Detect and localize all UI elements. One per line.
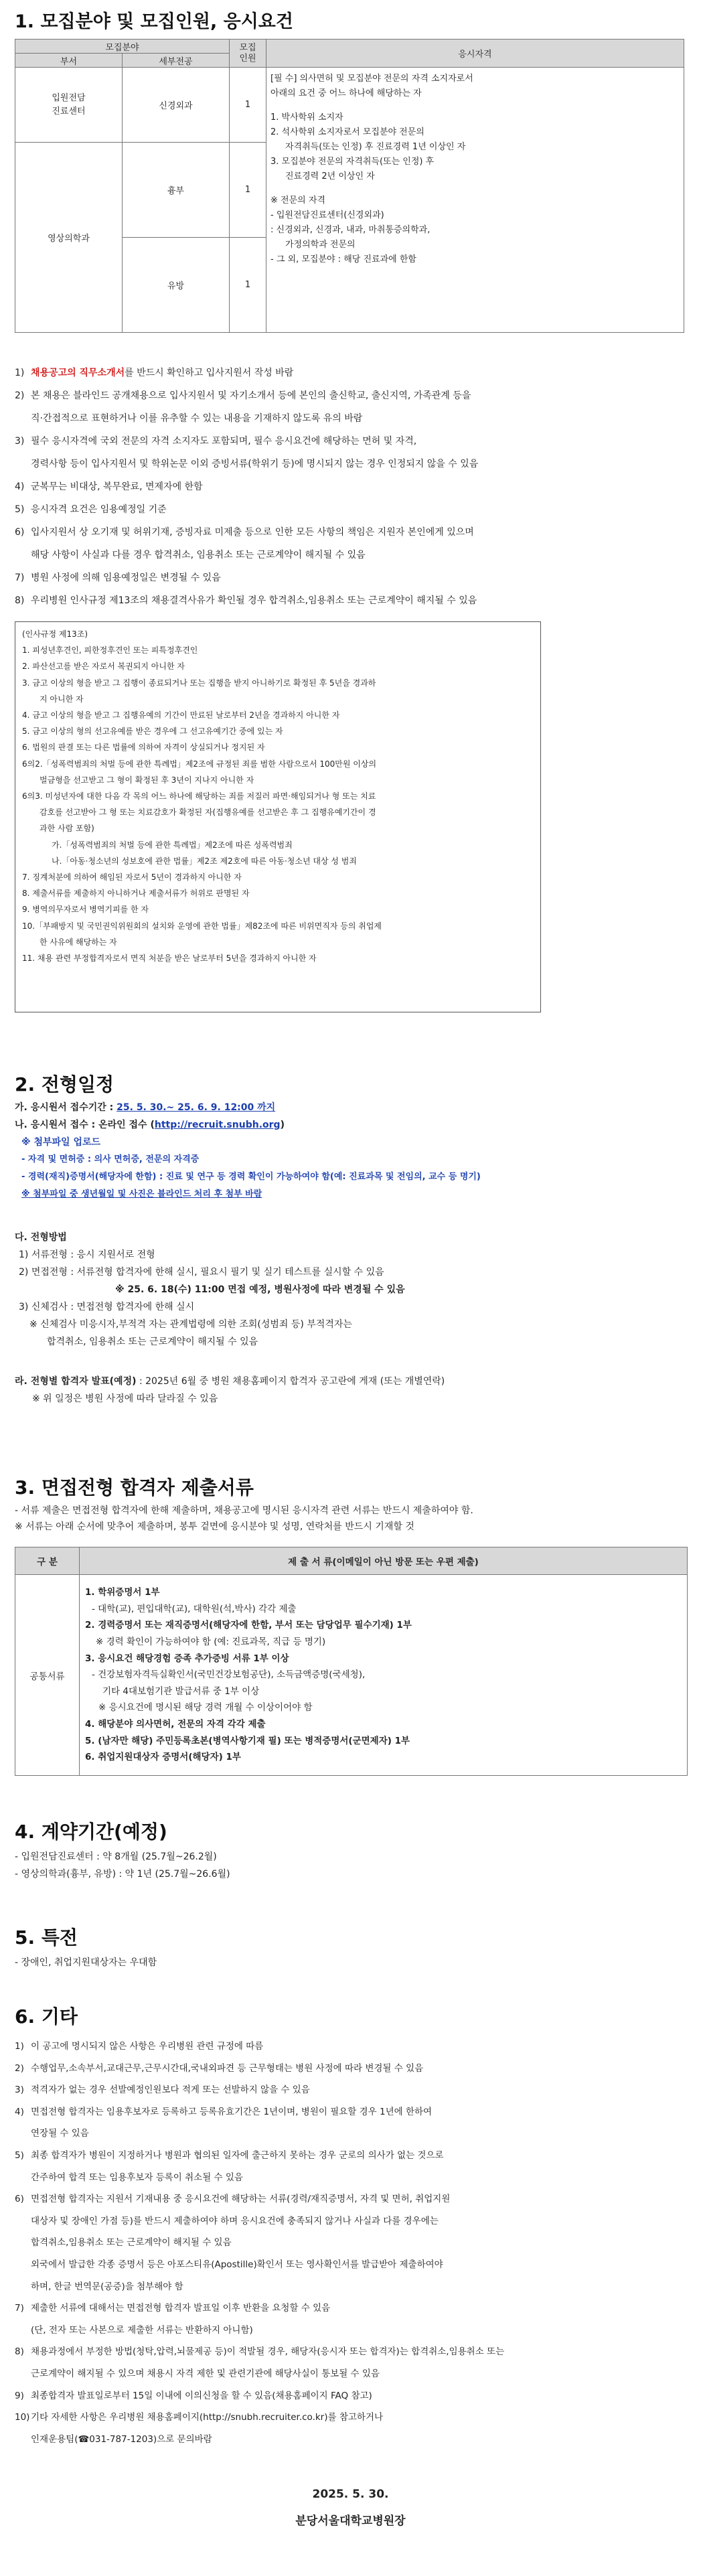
disqualification-box bbox=[15, 621, 541, 1012]
th-field: 모집분야 bbox=[15, 40, 230, 54]
misc-item: 간주하여 합격 또는 임용후보자 등록이 취소될 수 있음 bbox=[31, 2172, 243, 2183]
benefits: - 장애인, 취업지원대상자는 우대함 bbox=[15, 1957, 157, 1968]
misc-item: 9) 최종합격자 발표일로부터 15일 이내에 이의신청을 할 수 있음(채용홈페이지 FAQ 참고) bbox=[15, 2390, 372, 2401]
box-line: (인사규정 제13조) bbox=[22, 629, 88, 639]
note-item: 7) 병원 사정에 의해 임용예정일은 변경될 수 있음 bbox=[15, 573, 221, 583]
box-line: 가.「성폭력범죄의 처벌 등에 관한 특례법」제2조에 따른 성폭력범죄 bbox=[52, 840, 293, 850]
selection-method: 다. 전형방법 1) 서류전형 : 응시 지원서로 전형 2) 면접전형 : 서류전형 합격자에 한해 실시, 필요시 필기 및 실기 테스트를 실시할 수 있음 ※ 25. 6. 18(수) 11:00 면접 예정, 병원사정에 따라 변경될 수 있음 3) 신체검사 : 면접전형 합격자에 한해 실시 ※ 신체검사 미응시자,부적격 자는 관계법령에 의한 조회(성범죄 등) 부적격자는 합격취소, 임용취소 또는 근로계약이 해지될 수 있음 bbox=[15, 1232, 405, 1347]
misc-item: 연장될 수 있음 bbox=[31, 2128, 89, 2139]
box-line: 5. 금고 이상의 형의 선고유예를 받은 경우에 그 선고유예기간 중에 있는 자 bbox=[22, 727, 283, 737]
schedule-block: 가. 응시원서 접수기간 : 25. 5. 30.~ 25. 6. 9. 12:00 까지 나. 응시원서 접수 : 온라인 접수 (http://recruit.snubh.org) ※ 첨부파일 업로드 - 자격 및 면허증 : 의사 면허증, 전문의 자격증 - 경력(재직)증명서(해당자에 한함) : 진료 및 연구 등 경력 확인이 가능하여야 함(예: 진료과목 및 전임의, 교수 등 명기) ※ 첨부파일 중 생년월일 및 사진은 블라인드 처리 후 첨부 바람 bbox=[15, 1102, 481, 1199]
box-line: 8. 제출서류를 제출하지 아니하거나 제출서류가 허위로 판명된 자 bbox=[22, 889, 250, 899]
qual-line: 자격취득(또는 인정) 후 진료경력 1년 이상인 자 bbox=[285, 142, 466, 152]
section-6-title: 6. 기타 bbox=[15, 2005, 78, 2028]
row3-spec: 유방 bbox=[123, 238, 230, 333]
box-line: 7. 징계처분에 의하여 해임된 자로서 5년이 경과하지 아니한 자 bbox=[22, 873, 242, 883]
note-item: 5) 응시자격 요건은 임용예정일 기준 bbox=[15, 504, 167, 515]
misc-item: 합격취소,임용취소 또는 근로계약이 해지될 수 있음 bbox=[31, 2237, 232, 2249]
qual-line: ※ 전문의 자격 bbox=[270, 196, 325, 206]
recruit-link[interactable]: http://recruit.snubh.org bbox=[154, 1120, 281, 1130]
section-5-title: 5. 특전 bbox=[15, 1926, 78, 1949]
misc-item: 6) 면접전형 합격자는 지원서 기재내용 중 응시요건에 해당하는 서류(경력/재직증명서, 자격 및 면허, 취업지원 bbox=[15, 2194, 451, 2205]
misc-item: 2) 수행업무,소속부서,교대근무,근무시간대,국내외파견 등 근무형태는 병원 사정에 따라 변경될 수 있음 bbox=[15, 2062, 424, 2074]
box-line: 11. 채용 관련 부정합격자로서 면직 처분을 받은 날로부터 5년을 경과하지 아니한 자 bbox=[22, 954, 317, 964]
qual-line: 아래의 요건 중 어느 하나에 해당하는 자 bbox=[270, 88, 422, 98]
note-item: 해당 사항이 사실과 다를 경우 합격취소, 임용취소 또는 근로계약이 해지될 수 있음 bbox=[31, 550, 366, 560]
docs-list: 1. 학위증명서 1부 - 대학(교), 편입대학(교), 대학원(석,박사) 각각 제출 2. 경력증명서 또는 재직증명서(해당자에 한함, 부서 또는 담당업무 필수기재) 1부 ※ 경력 확인이 가능하여야 함 (예: 진료과목, 직급 등 명기) 3. 응시요건 해당경험 증족 추가증빙 서류 1부 이상 - 건강보험자격득실확인서(국민건강보험공단), 소득금액증명(국세청), 기타 4대보험기관 발급서류 중 1부 이상 ※ 응시요건에 명시된 해당 경력 개월 수 이상이어야 함 4. 해당분야 의사면허, 전문의 자격 각각 제출 5. (남자만 해당) 주민등록초본(병역사항기재 필) 또는 병적증명서(군면제자) 1부 6. 취업지원대상자 증명서(해당자) 1부 bbox=[80, 1575, 688, 1776]
misc-item: 1) 이 공고에 명시되지 않은 사항은 우리병원 관련 규정에 따름 bbox=[15, 2041, 264, 2052]
qual-line: 2. 석사학위 소지자로서 모집분야 전문의 bbox=[270, 127, 424, 137]
docs-table bbox=[15, 1547, 688, 1776]
misc-item: 근로계약이 해지될 수 있으며 채용시 자격 제한 및 관련기관에 해당사실이 통보될 수 있음 bbox=[31, 2368, 380, 2379]
box-line: 3. 금고 이상의 형을 받고 그 집행이 종료되거나 또는 집행을 받지 아니하기로 확정된 후 5년을 경과하 bbox=[22, 678, 376, 688]
misc-item: 8) 채용과정에서 부정한 방법(청탁,압력,뇌물제공 등)이 적발될 경우, 해당자(응시자 또는 합격자)는 합격취소,임용취소 또는 bbox=[15, 2346, 505, 2358]
note-item: 직·간접적으로 표현하거나 이를 유추할 수 있는 내용을 기재하지 않도록 유의 바람 bbox=[31, 413, 363, 424]
note-item: 4) 군복무는 비대상, 복무완료, 면제자에 한함 bbox=[15, 481, 203, 492]
note-item: 경력사항 등이 입사지원서 및 학위논문 이외 증빙서류(학위기 등)에 명시되지 않는 경우 인정되지 않을 수 있음 bbox=[31, 459, 479, 469]
row1-dept: 입원전담 진료센터 bbox=[15, 68, 123, 143]
box-line: 9. 병역의무자로서 병역기피를 한 자 bbox=[22, 905, 149, 915]
row3-count: 1 bbox=[230, 238, 266, 333]
section-3-title: 3. 면접전형 합격자 제출서류 bbox=[15, 1476, 254, 1499]
qual-line: [필 수] 의사면허 및 모집분야 전문의 자격 소지자로서 bbox=[270, 74, 473, 84]
box-line: 6의2.「성폭력범죄의 처벌 등에 관한 특례법」제2조에 규정된 죄를 범한 사람으로서 100만원 이상의 bbox=[22, 759, 377, 769]
row2-dept: 영상의학과 bbox=[15, 143, 123, 333]
th-qualification: 응시자격 bbox=[266, 40, 684, 68]
box-line: 지 아니한 자 bbox=[40, 694, 84, 704]
qual-line: - 그 외, 모집분야 : 해당 진료과에 한함 bbox=[270, 254, 416, 264]
misc-item: (단, 전자 또는 사본으로 제출한 서류는 반환하지 아니함) bbox=[31, 2324, 253, 2336]
box-line: 감호를 선고받아 그 형 또는 치료감호가 확정된 자(집행유예를 선고받은 후 그 집행유예기간이 경 bbox=[40, 808, 376, 818]
row1-spec: 신경외과 bbox=[123, 68, 230, 143]
box-line: 10.「부패방지 및 국민권익위원회의 설치와 운영에 관한 법률」제82조에 따른 비위면직자 등의 취업제 bbox=[22, 921, 382, 931]
note-item: 2) 본 채용은 블라인드 공개채용으로 입사지원서 및 자기소개서 등에 본인의 출신학교, 출신지역, 가족관계 등을 bbox=[15, 390, 471, 401]
box-line: 한 사유에 해당하는 자 bbox=[40, 937, 117, 947]
box-line: 나.「아동·청소년의 성보호에 관한 법률」제2조 제2호에 따른 아동·청소년 대상 성 범죄 bbox=[52, 856, 357, 866]
misc-list bbox=[15, 2036, 691, 2450]
th-docs: 제 출 서 류(이메일이 아닌 방문 또는 우편 제출) bbox=[80, 1547, 688, 1575]
recruit-table bbox=[15, 39, 684, 333]
qual-line: 진료경력 2년 이상인 자 bbox=[285, 171, 375, 181]
note-item: 1) 채용공고의 직무소개서를 반드시 확인하고 입사지원서 작성 바람 bbox=[15, 368, 294, 378]
note-item: 8) 우리병원 인사규정 제13조의 채용결격사유가 확인될 경우 합격취소,임용취소 또는 근로계약이 해지될 수 있음 bbox=[15, 595, 477, 606]
qualification-cell bbox=[266, 68, 684, 333]
misc-item: 하며, 한글 번역문(공증)을 첨부해야 함 bbox=[31, 2281, 183, 2292]
th-spec: 세부전공 bbox=[123, 54, 230, 68]
misc-item: 4) 면접전형 합격자는 임용후보자로 등록하고 등록유효기간은 1년이며, 병원이 필요할 경우 1년에 한하여 bbox=[15, 2106, 433, 2117]
misc-item: 10) 기타 자세한 사항은 우리병원 채용홈페이지(http://snubh.recruiter.co.kr)를 참고하거나 bbox=[15, 2412, 384, 2423]
qual-line: 1. 박사학위 소지자 bbox=[270, 112, 343, 123]
box-line: 2. 파산선고를 받은 자로서 복권되지 아니한 자 bbox=[22, 662, 185, 672]
box-line: 벌금형을 선고받고 그 형이 확정된 후 3년이 지나지 아니한 자 bbox=[40, 775, 254, 785]
docs-category: 공통서류 bbox=[15, 1575, 80, 1776]
contract-period: - 입원전담진료센터 : 약 8개월 (25.7월~26.2월) - 영상의학과(흉부, 유방) : 약 1년 (25.7월~26.6월) bbox=[15, 1851, 230, 1880]
note-item: 3) 필수 응시자격에 국외 전문의 자격 소지자도 포함되며, 필수 응시요건에 해당하는 면허 및 자격, bbox=[15, 436, 417, 447]
footer-date: 2025. 5. 30. bbox=[312, 2488, 389, 2501]
th-count: 모집 인원 bbox=[230, 40, 266, 68]
apply-period: 25. 5. 30.~ 25. 6. 9. 12:00 까지 bbox=[116, 1102, 276, 1113]
row1-count: 1 bbox=[230, 68, 266, 143]
qual-line: 3. 모집분야 전문의 자격취득(또는 인정) 후 bbox=[270, 157, 435, 167]
note-item: 6) 입사지원서 상 오기재 및 허위기재, 증빙자료 미제출 등으로 인한 모든 사항의 책임은 지원자 본인에게 있으며 bbox=[15, 527, 474, 538]
row2-count: 1 bbox=[230, 143, 266, 238]
footer-org: 분당서울대학교병원장 bbox=[295, 2514, 406, 2528]
row2-spec: 흉부 bbox=[123, 143, 230, 238]
notes-list bbox=[15, 362, 691, 612]
box-line: 과한 사람 포함) bbox=[40, 824, 94, 834]
section-4-title: 4. 계약기간(예정) bbox=[15, 1821, 167, 1843]
docs-intro: - 서류 제출은 면접전형 합격자에 한해 제출하며, 채용공고에 명시된 응시자격 관련 서류는 반드시 제출하여야 함. ※ 서류는 아래 순서에 맞추어 제출하며, 봉투 겉면에 응시분야 및 성명, 연락처를 반드시 기재할 것 bbox=[15, 1505, 473, 1532]
misc-item: 외국에서 발급한 각종 증명서 등은 아포스티유(Apostille)확인서 또는 영사확인서를 발급받아 제출하여야 bbox=[31, 2259, 443, 2270]
qual-line: 가정의학과 전문의 bbox=[285, 240, 356, 250]
section-1-title: 1. 모집분야 및 모집인원, 응시요건 bbox=[15, 11, 293, 32]
box-line: 4. 금고 이상의 형을 받고 그 집행유예의 기간이 만료된 날로부터 2년을 경과하지 아니한 자 bbox=[22, 710, 340, 721]
qual-line: : 신경외과, 신경과, 내과, 마취통증의학과, bbox=[270, 225, 431, 235]
box-line: 1. 피성년후견인, 피한정후견인 또는 피특정후견인 bbox=[22, 646, 198, 656]
section-2-title: 2. 전형일정 bbox=[15, 1073, 114, 1095]
misc-item: 대상자 및 장애인 가점 등)를 반드시 제출하여야 하며 응시요건에 충족되지 않거나 사실과 다를 경우에는 bbox=[31, 2215, 439, 2226]
th-category: 구 분 bbox=[15, 1547, 80, 1575]
misc-item: 5) 최종 합격자가 병원이 지정하거나 병원과 협의된 일자에 출근하지 못하는 경우 군로의 의사가 없는 것으로 bbox=[15, 2149, 444, 2161]
box-line: 6. 법원의 판결 또는 다른 법률에 의하여 자격이 상실되거나 정지된 자 bbox=[22, 743, 265, 753]
box-line: 6의3. 미성년자에 대한 다음 각 목의 어느 하나에 해당하는 죄를 저질러 파면·해임되거나 형 또는 치료 bbox=[22, 791, 376, 802]
th-dept: 부서 bbox=[15, 54, 123, 68]
result-announce: 라. 전형별 합격자 발표(예정) : 2025년 6월 중 병원 채용홈페이지 합격자 공고란에 게재 (또는 개별연락) ※ 위 일정은 병원 사정에 따라 달라질 수 있음 bbox=[15, 1376, 445, 1404]
misc-item: 7) 제출한 서류에 대해서는 면접전형 합격자 발표일 이후 반환을 요청할 수 있음 bbox=[15, 2303, 331, 2314]
misc-item: 3) 적격자가 없는 경우 선발예정인원보다 적게 또는 선발하지 않을 수 있음 bbox=[15, 2085, 310, 2096]
qual-line: - 입원전담진료센터(신경외과) bbox=[270, 210, 384, 220]
misc-item: 인재운용팀(☎031-787-1203)으로 문의바람 bbox=[31, 2433, 212, 2445]
